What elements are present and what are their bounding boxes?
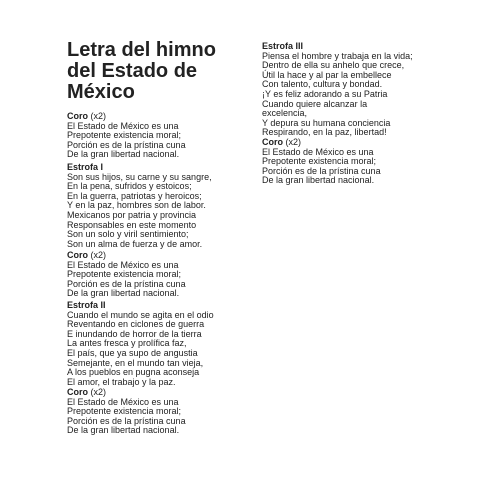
lyric-line: El Estado de México es una bbox=[67, 259, 179, 270]
lyric-line: excelencia, bbox=[262, 108, 308, 119]
lyric-line: Porción es de la prístina cuna bbox=[262, 165, 381, 176]
lyric-line: De la gran libertad nacional. bbox=[67, 425, 180, 436]
lyric-line: Prepotente existencia moral; bbox=[262, 156, 377, 167]
lyric-line: Mexicanos por patria y provincia bbox=[67, 209, 197, 220]
lyric-line: Y en la paz, hombres son de labor. bbox=[67, 200, 206, 211]
lyric-line: Piensa el hombre y trabaja en la vida; bbox=[262, 50, 413, 61]
lyric-line: El país, que ya supo de angustia bbox=[67, 347, 198, 358]
section-heading: Estrofa II bbox=[67, 300, 106, 310]
lyric-line: El Estado de México es una bbox=[67, 120, 179, 131]
lyric-line: Útil la hace y al par la embellece bbox=[262, 69, 392, 80]
lyric-line: Respirando, en la paz, libertad! bbox=[262, 127, 387, 138]
coro-block bbox=[262, 138, 381, 186]
lyric-line: Semejante, en el mundo tan vieja, bbox=[67, 357, 204, 368]
lyric-line: Son sus hijos, su carne y su sangre, bbox=[67, 171, 212, 182]
lyric-line: El Estado de México es una bbox=[67, 396, 179, 407]
lyric-line: Reventando en ciclones de guerra bbox=[67, 319, 205, 330]
lyric-line: Porción es de la prístina cuna bbox=[67, 278, 186, 289]
lyric-line: Son un solo y viril sentimiento; bbox=[67, 229, 189, 240]
lyric-line: Y depura su humana conciencia bbox=[262, 117, 391, 128]
lyric-line: De la gran libertad nacional. bbox=[67, 288, 180, 299]
lyric-line: Porción es de la prístina cuna bbox=[67, 415, 186, 426]
coro-block bbox=[67, 388, 186, 436]
coro-block bbox=[67, 251, 186, 299]
title-line: del Estado de bbox=[67, 60, 198, 82]
title-line: Letra del himno bbox=[67, 39, 216, 61]
section-heading: Estrofa I bbox=[67, 162, 104, 172]
lyric-line: Prepotente existencia moral; bbox=[67, 130, 182, 141]
coro-block bbox=[67, 112, 186, 160]
lyric-line: El amor, el trabajo y la paz. bbox=[67, 376, 176, 387]
page-title bbox=[67, 40, 267, 103]
lyric-line: Porción es de la prístina cuna bbox=[67, 139, 186, 150]
lyric-line: Son un alma de fuerza y de amor. bbox=[67, 238, 203, 249]
lyric-line: De la gran libertad nacional. bbox=[262, 175, 375, 186]
lyric-line: Con talento, cultura y bondad. bbox=[262, 79, 383, 90]
lyric-line: Cuando quiere alcanzar la bbox=[262, 98, 368, 109]
section-heading: Coro (x2) bbox=[67, 111, 106, 121]
lyric-line: De la gran libertad nacional. bbox=[67, 149, 180, 160]
lyric-line: La antes fresca y prolífica faz, bbox=[67, 338, 187, 349]
title-line: México bbox=[67, 81, 135, 103]
lyric-line: El Estado de México es una bbox=[262, 146, 374, 157]
section-heading: Coro (x2) bbox=[67, 387, 106, 397]
lyric-line: En la pena, sufridos y estoicos; bbox=[67, 181, 192, 192]
section-heading: Coro (x2) bbox=[262, 137, 301, 147]
lyric-line: En la guerra, patriotas y heroicos; bbox=[67, 190, 202, 201]
lyric-line: E inundando de horror de la tierra bbox=[67, 328, 202, 339]
section-heading: Coro (x2) bbox=[67, 250, 106, 260]
lyric-line: Prepotente existencia moral; bbox=[67, 269, 182, 280]
lyric-line: Responsables en este momento bbox=[67, 219, 197, 230]
section-heading: Estrofa III bbox=[262, 41, 304, 51]
lyric-line: Prepotente existencia moral; bbox=[67, 406, 182, 417]
estrofa-block bbox=[67, 163, 212, 249]
lyric-line: A los pueblos en pugna aconseja bbox=[67, 367, 200, 378]
lyric-line: ¡Y es feliz adorando a su Patria bbox=[262, 88, 388, 99]
lyric-line: Dentro de ella su anhelo que crece, bbox=[262, 60, 405, 71]
lyric-line: Cuando el mundo se agita en el odio bbox=[67, 309, 214, 320]
estrofa-block bbox=[262, 42, 413, 138]
estrofa-block bbox=[67, 301, 214, 387]
